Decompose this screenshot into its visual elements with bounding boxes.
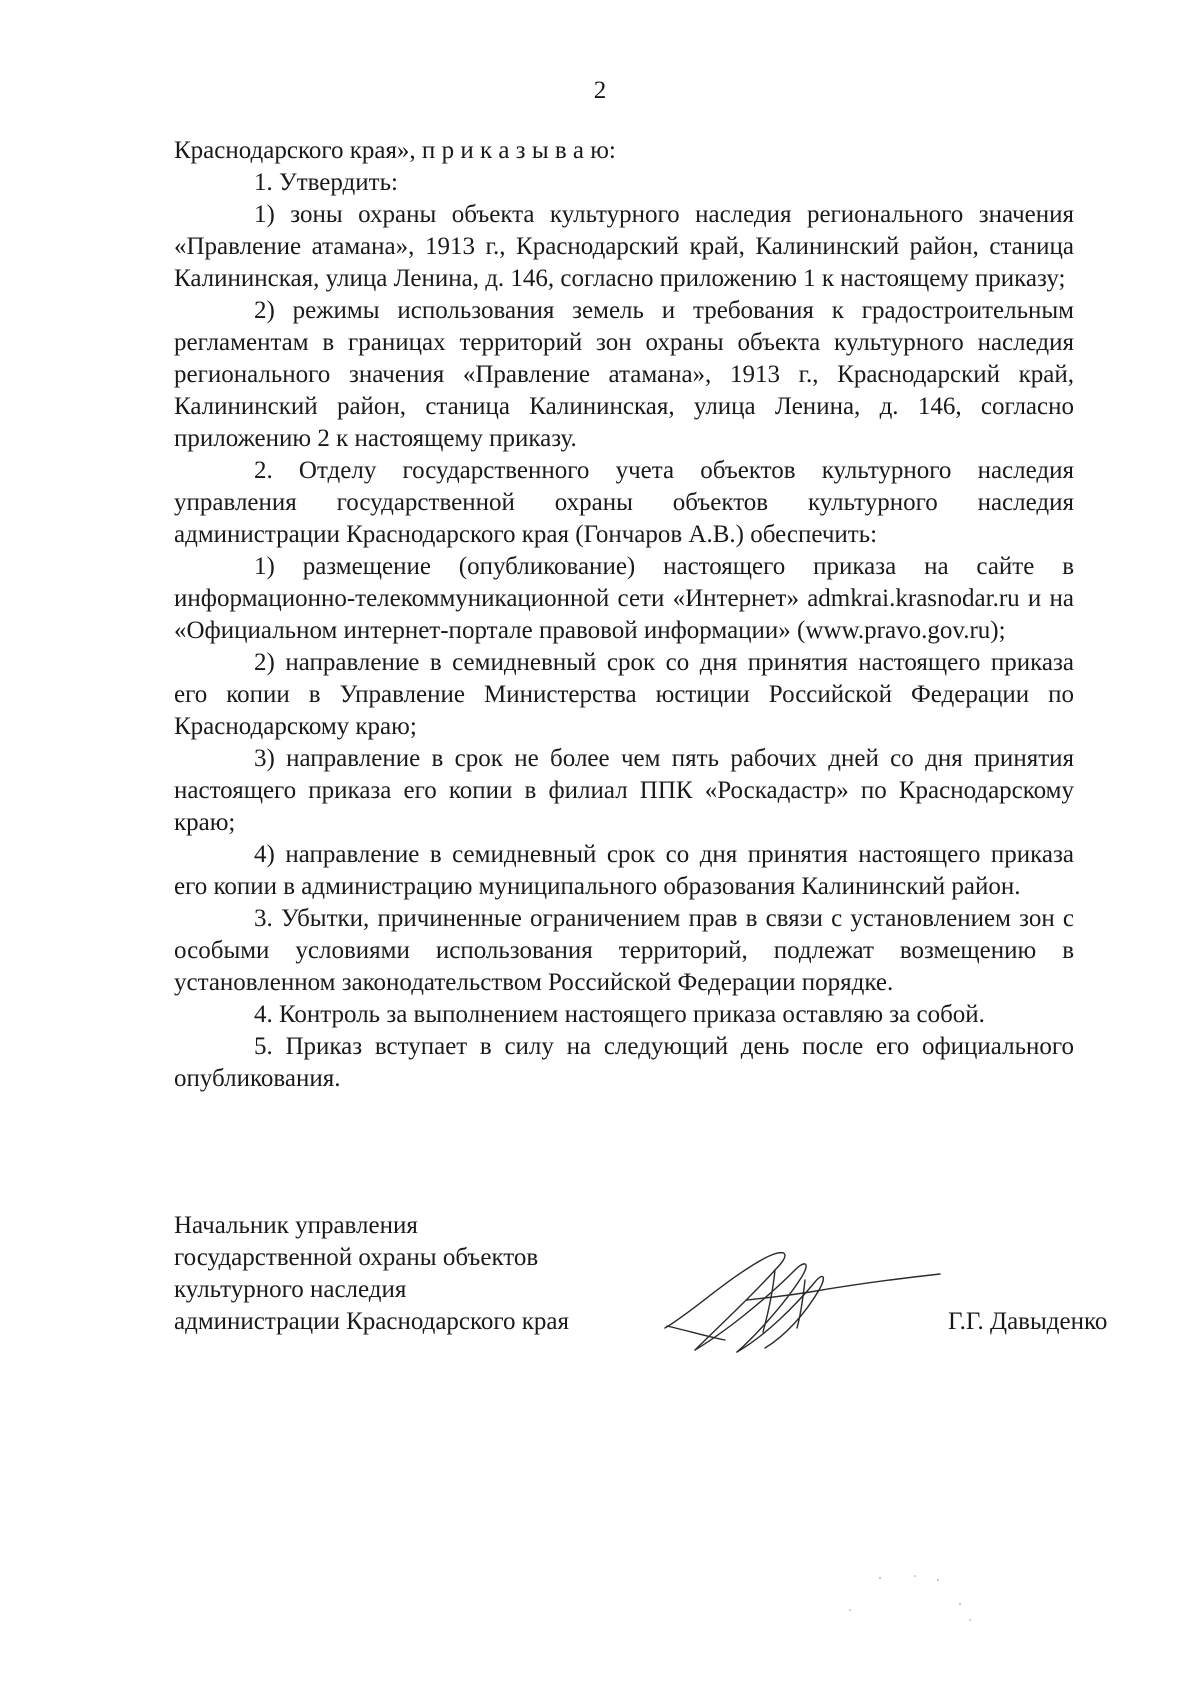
signer-position: [174, 1210, 569, 1338]
paragraph-effective-date: 5. Приказ вступает в силу на следующий день после его официального опубликования.: [174, 1033, 1074, 1092]
page-number: 2: [593, 77, 607, 104]
paragraph-task-item-4: 4) направление в семидневный срок со дня принятия настоящего приказа его копии в администрацию муниципального образования Калининский район.: [174, 841, 1074, 900]
handwritten-signature: [655, 1240, 945, 1360]
signer-position-line: государственной охраны объектов: [174, 1244, 539, 1271]
paragraph-control: 4. Контроль за выполнением настоящего приказа оставляю за собой.: [254, 1001, 985, 1028]
paragraph-task-item-1: 1) размещение (опубликование) настоящего приказа на сайте в информационно-телекоммуникационной сети «Интернет» admkrai.krasnodar.ru и на «Официальном интернет-портале правовой информации» (www.pravo.gov.ru);: [174, 553, 1074, 644]
paragraph-task-item-2: 2) направление в семидневный срок со дня принятия настоящего приказа его копии в Управление Министерства юстиции Российской Федерации по Краснодарскому краю;: [174, 649, 1074, 740]
signer-position-line: администрации Краснодарского края: [174, 1308, 570, 1335]
paragraph-task-item-3: 3) направление в срок не более чем пять рабочих дней со дня принятия настоящего приказа его копии в филиал ППК «Роскадастр» по Краснодарскому краю;: [174, 745, 1074, 836]
scan-specks: [820, 1570, 1000, 1630]
paragraph-approve-item-1: 1) зоны охраны объекта культурного наследия регионального значения «Правление атамана», 1913 г., Краснодарский край, Калининский район, станица Калининская, улица Ленина, д. 146, согласно приложению 1 к настоящему приказу;: [174, 201, 1074, 292]
signer-name: Г.Г. Давыденко: [948, 1308, 1108, 1335]
paragraph-losses: 3. Убытки, причиненные ограничением прав в связи с установлением зон с особыми условиями использования территорий, подлежат возмещению в установленном законодательством Российской Федерации порядке.: [174, 905, 1074, 996]
paragraph-order-intro: Краснодарского края», п р и к а з ы в а ю:: [174, 137, 616, 164]
paragraph-approve-item-2: 2) режимы использования земель и требования к градостроительным регламентам в границах территорий зон охраны объекта культурного наследия регионального значения «Правление атамана», 1913 г., Краснодарский край, Калининский район, станица Калининская, улица Ленина, д. 146, согласно приложению 2 к настоящему приказу.: [174, 297, 1074, 452]
signer-position-line: Начальник управления: [174, 1212, 418, 1239]
signer-position-line: культурного наследия: [174, 1276, 407, 1303]
paragraph-approve: 1. Утвердить:: [254, 169, 398, 196]
order-body: [174, 135, 1074, 1095]
paragraph-department-tasks: 2. Отделу государственного учета объектов культурного наследия управления государственной охраны объектов культурного наследия администрации Краснодарского края (Гончаров А.В.) обеспечить:: [174, 457, 1074, 548]
